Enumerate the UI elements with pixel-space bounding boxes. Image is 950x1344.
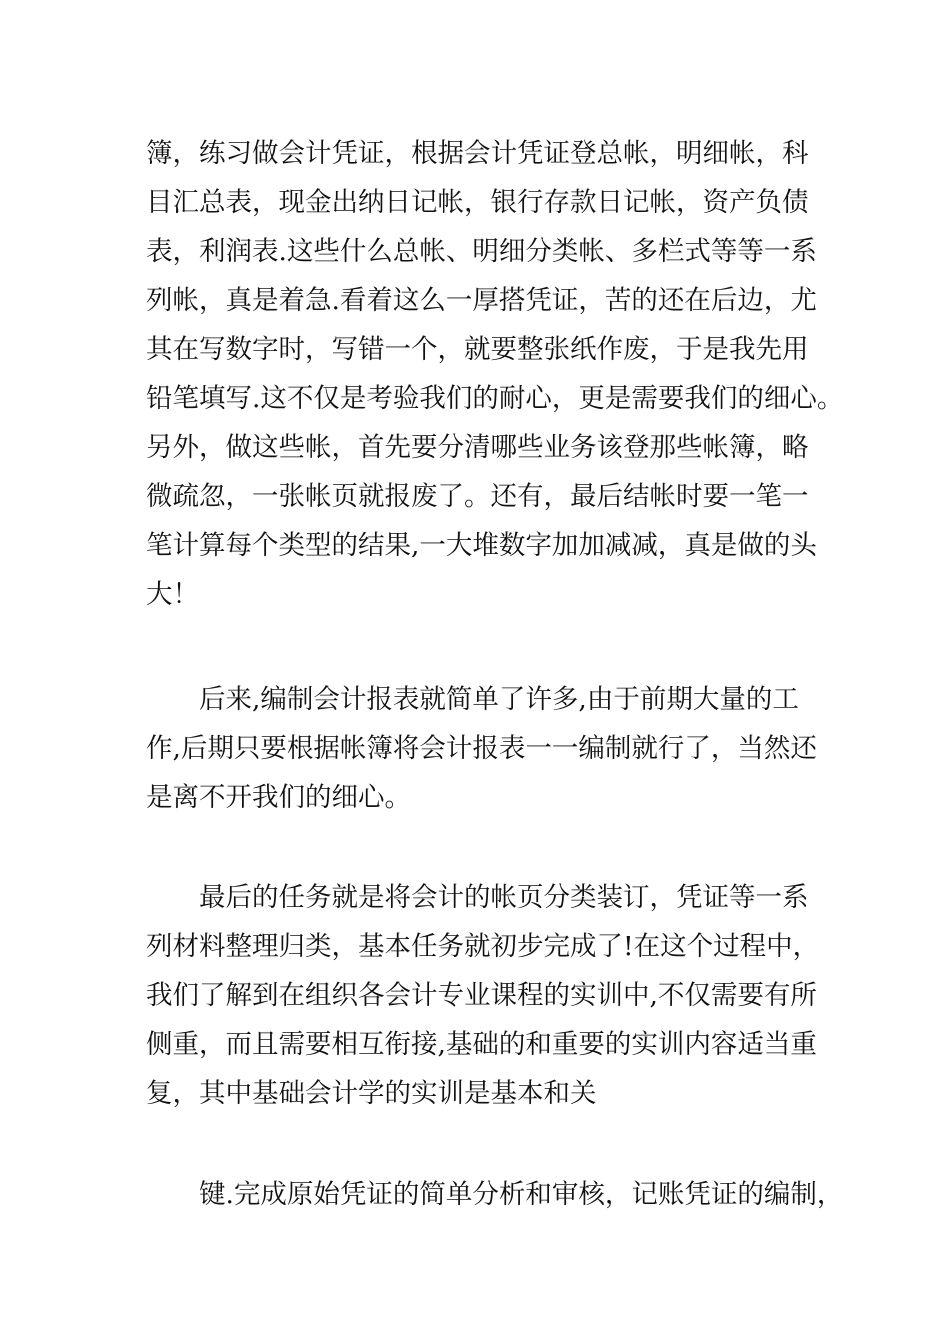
text-line: 我们了解到在组织各会计专业课程的实训中,不仅需要有所 — [146, 980, 817, 1011]
text-line: 列帐，真是着急.看着这么一厚搭凭证，苦的还在后边，尤 — [146, 285, 817, 316]
paragraph-3 — [146, 873, 826, 1118]
text-line: 其在写数字时，写错一个，就要整张纸作废，于是我先用 — [146, 334, 809, 365]
text-line: 侧重，而且需要相互衔接,基础的和重要的实训内容适当重 — [146, 1029, 817, 1060]
text-line: 后来,编制会计报表就简单了许多,由于前期大量的工 — [146, 684, 799, 715]
paragraph-4 — [146, 1170, 844, 1219]
text-line: 表，利润表.这些什么总帐、明细分类帐、多栏式等等一系 — [146, 236, 817, 267]
paragraph-1 — [146, 129, 844, 619]
text-line: 大！ — [146, 579, 199, 610]
text-line: 微疏忽，一张帐页就报废了。还有，最后结帐时要一笔一 — [146, 481, 809, 512]
text-line: 键.完成原始凭证的简单分析和审核，记账凭证的编制， — [146, 1179, 844, 1210]
text-line: 目汇总表，现金出纳日记帐，银行存款日记帐，资产负债 — [146, 187, 809, 218]
text-line: 笔计算每个类型的结果,一大堆数字加加减减，真是做的头 — [146, 530, 817, 561]
text-line: 作,后期只要根据帐簿将会计报表一一编制就行了，当然还 — [146, 733, 817, 764]
text-line: 复，其中基础会计学的实训是基本和关 — [146, 1078, 597, 1109]
text-line: 铅笔填写.这不仅是考验我们的耐心，更是需要我们的细心。 — [146, 383, 844, 414]
text-line: 是离不开我们的细心。 — [146, 782, 411, 813]
paragraph-2 — [146, 675, 826, 822]
text-line: 列材料整理归类，基本任务就初步完成了!在这个过程中， — [146, 931, 820, 962]
text-line: 最后的任务就是将会计的帐页分类装订，凭证等一系 — [146, 882, 809, 913]
text-line: 簿，练习做会计凭证，根据会计凭证登总帐，明细帐，科 — [146, 138, 809, 169]
text-line: 另外，做这些帐，首先要分清哪些业务该登那些帐簿，略 — [146, 432, 809, 463]
